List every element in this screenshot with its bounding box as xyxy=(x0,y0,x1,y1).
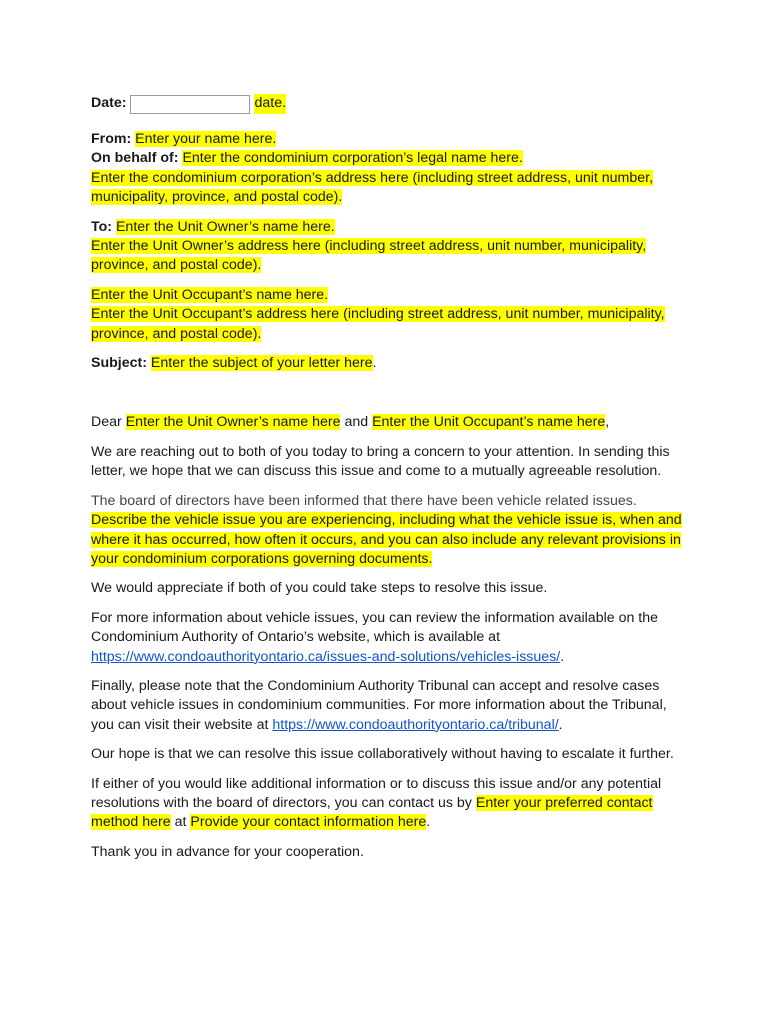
closing-line: Thank you in advance for your cooperation. xyxy=(91,843,364,860)
owner-name-placeholder: Enter the Unit Owner’s name here. xyxy=(115,218,335,235)
salutation-owner-placeholder: Enter the Unit Owner’s name here xyxy=(125,414,341,431)
info-text: For more information about vehicle issues, you can review the information available on the Condominium Authority of Ontario’s website, which is available at xyxy=(91,609,659,646)
to-block xyxy=(91,218,691,276)
subject-period: . xyxy=(372,355,377,372)
tribunal-period: . xyxy=(558,716,563,733)
contact-text: If either of you would like additional information or to discuss this issue and/or any potential resolutions with the board of directors, you can contact us by xyxy=(91,775,662,811)
to-label: To: xyxy=(91,218,113,235)
tribunal-link[interactable]: https://www.condoauthorityontario.ca/tribunal/ xyxy=(272,716,559,733)
at-word: at xyxy=(174,814,187,831)
body-paragraph-request: We would appreciate if both of you could take steps to resolve this issue. xyxy=(91,580,548,597)
from-label: From: xyxy=(91,131,132,147)
body-paragraph-hope: Our hope is that we can resolve this issue collaboratively without having to escalate it further. xyxy=(91,746,674,763)
salutation xyxy=(91,413,691,432)
body-paragraph-info xyxy=(91,609,691,667)
date-row xyxy=(91,93,691,115)
corp-address-placeholder: Enter the condominium corporation’s address here (including street address, unit number, municipality, province, and postal code). xyxy=(91,169,654,206)
behalf-label: On behalf of: xyxy=(91,150,179,167)
body-paragraph-contact xyxy=(91,775,691,833)
date-field[interactable] xyxy=(130,95,250,114)
salutation-comma: , xyxy=(605,414,610,431)
info-period: . xyxy=(560,648,565,665)
vehicle-issues-link[interactable]: https://www.condoauthorityontario.ca/issues-and-solutions/vehicles-issues/ xyxy=(91,648,561,665)
contact-method-placeholder: Enter your preferred contact method here xyxy=(91,794,653,831)
issue-description-placeholder: Describe the vehicle issue you are experiencing, including what the vehicle issue is, when and where it has occurred, how often it occurs, and you can also include any relevant provisions in your condominium corporations governing documents. xyxy=(91,512,682,567)
tribunal-text: Finally, please note that the Condominium Authority Tribunal can accept and resolve cases about vehicle issues in condominium communities. For more information about the Tribunal, you can visit their website at xyxy=(91,677,667,733)
occupant-address-placeholder: Enter the Unit Occupant’s address here (including street address, unit number, municipality, province, and postal code). xyxy=(91,306,665,342)
date-suffix: date. xyxy=(254,94,286,113)
body-paragraph-tribunal xyxy=(91,677,691,735)
corp-name-placeholder: Enter the condominium corporation’s legal name here. xyxy=(182,150,523,167)
from-block xyxy=(91,130,691,208)
issue-intro: The board of directors have been informed that there have been vehicle related issues. xyxy=(91,492,637,509)
salutation-occupant-placeholder: Enter the Unit Occupant’s name here xyxy=(372,414,606,431)
body-paragraph-issue xyxy=(91,492,691,570)
owner-address-placeholder: Enter the Unit Owner’s address here (including street address, unit number, municipality, province, and postal code). xyxy=(91,238,647,274)
dear-word: Dear xyxy=(91,414,122,431)
body-paragraph-intro: We are reaching out to both of you today to bring a concern to your attention. In sending this letter, we hope that we can discuss this issue and come to a mutually agreeable resolution. xyxy=(91,443,670,480)
occupant-block xyxy=(91,286,691,344)
subject-label: Subject: xyxy=(91,355,147,372)
contact-info-placeholder: Provide your contact information here xyxy=(190,814,427,831)
occupant-name-placeholder: Enter the Unit Occupant’s name here. xyxy=(91,286,329,303)
subject-placeholder: Enter the subject of your letter here xyxy=(150,355,373,372)
letter-page xyxy=(91,93,691,872)
from-name-placeholder: Enter your name here. xyxy=(135,131,277,147)
contact-period: . xyxy=(426,814,431,831)
date-label: Date: xyxy=(91,95,127,112)
and-word: and xyxy=(344,414,369,431)
subject-line xyxy=(91,354,691,373)
